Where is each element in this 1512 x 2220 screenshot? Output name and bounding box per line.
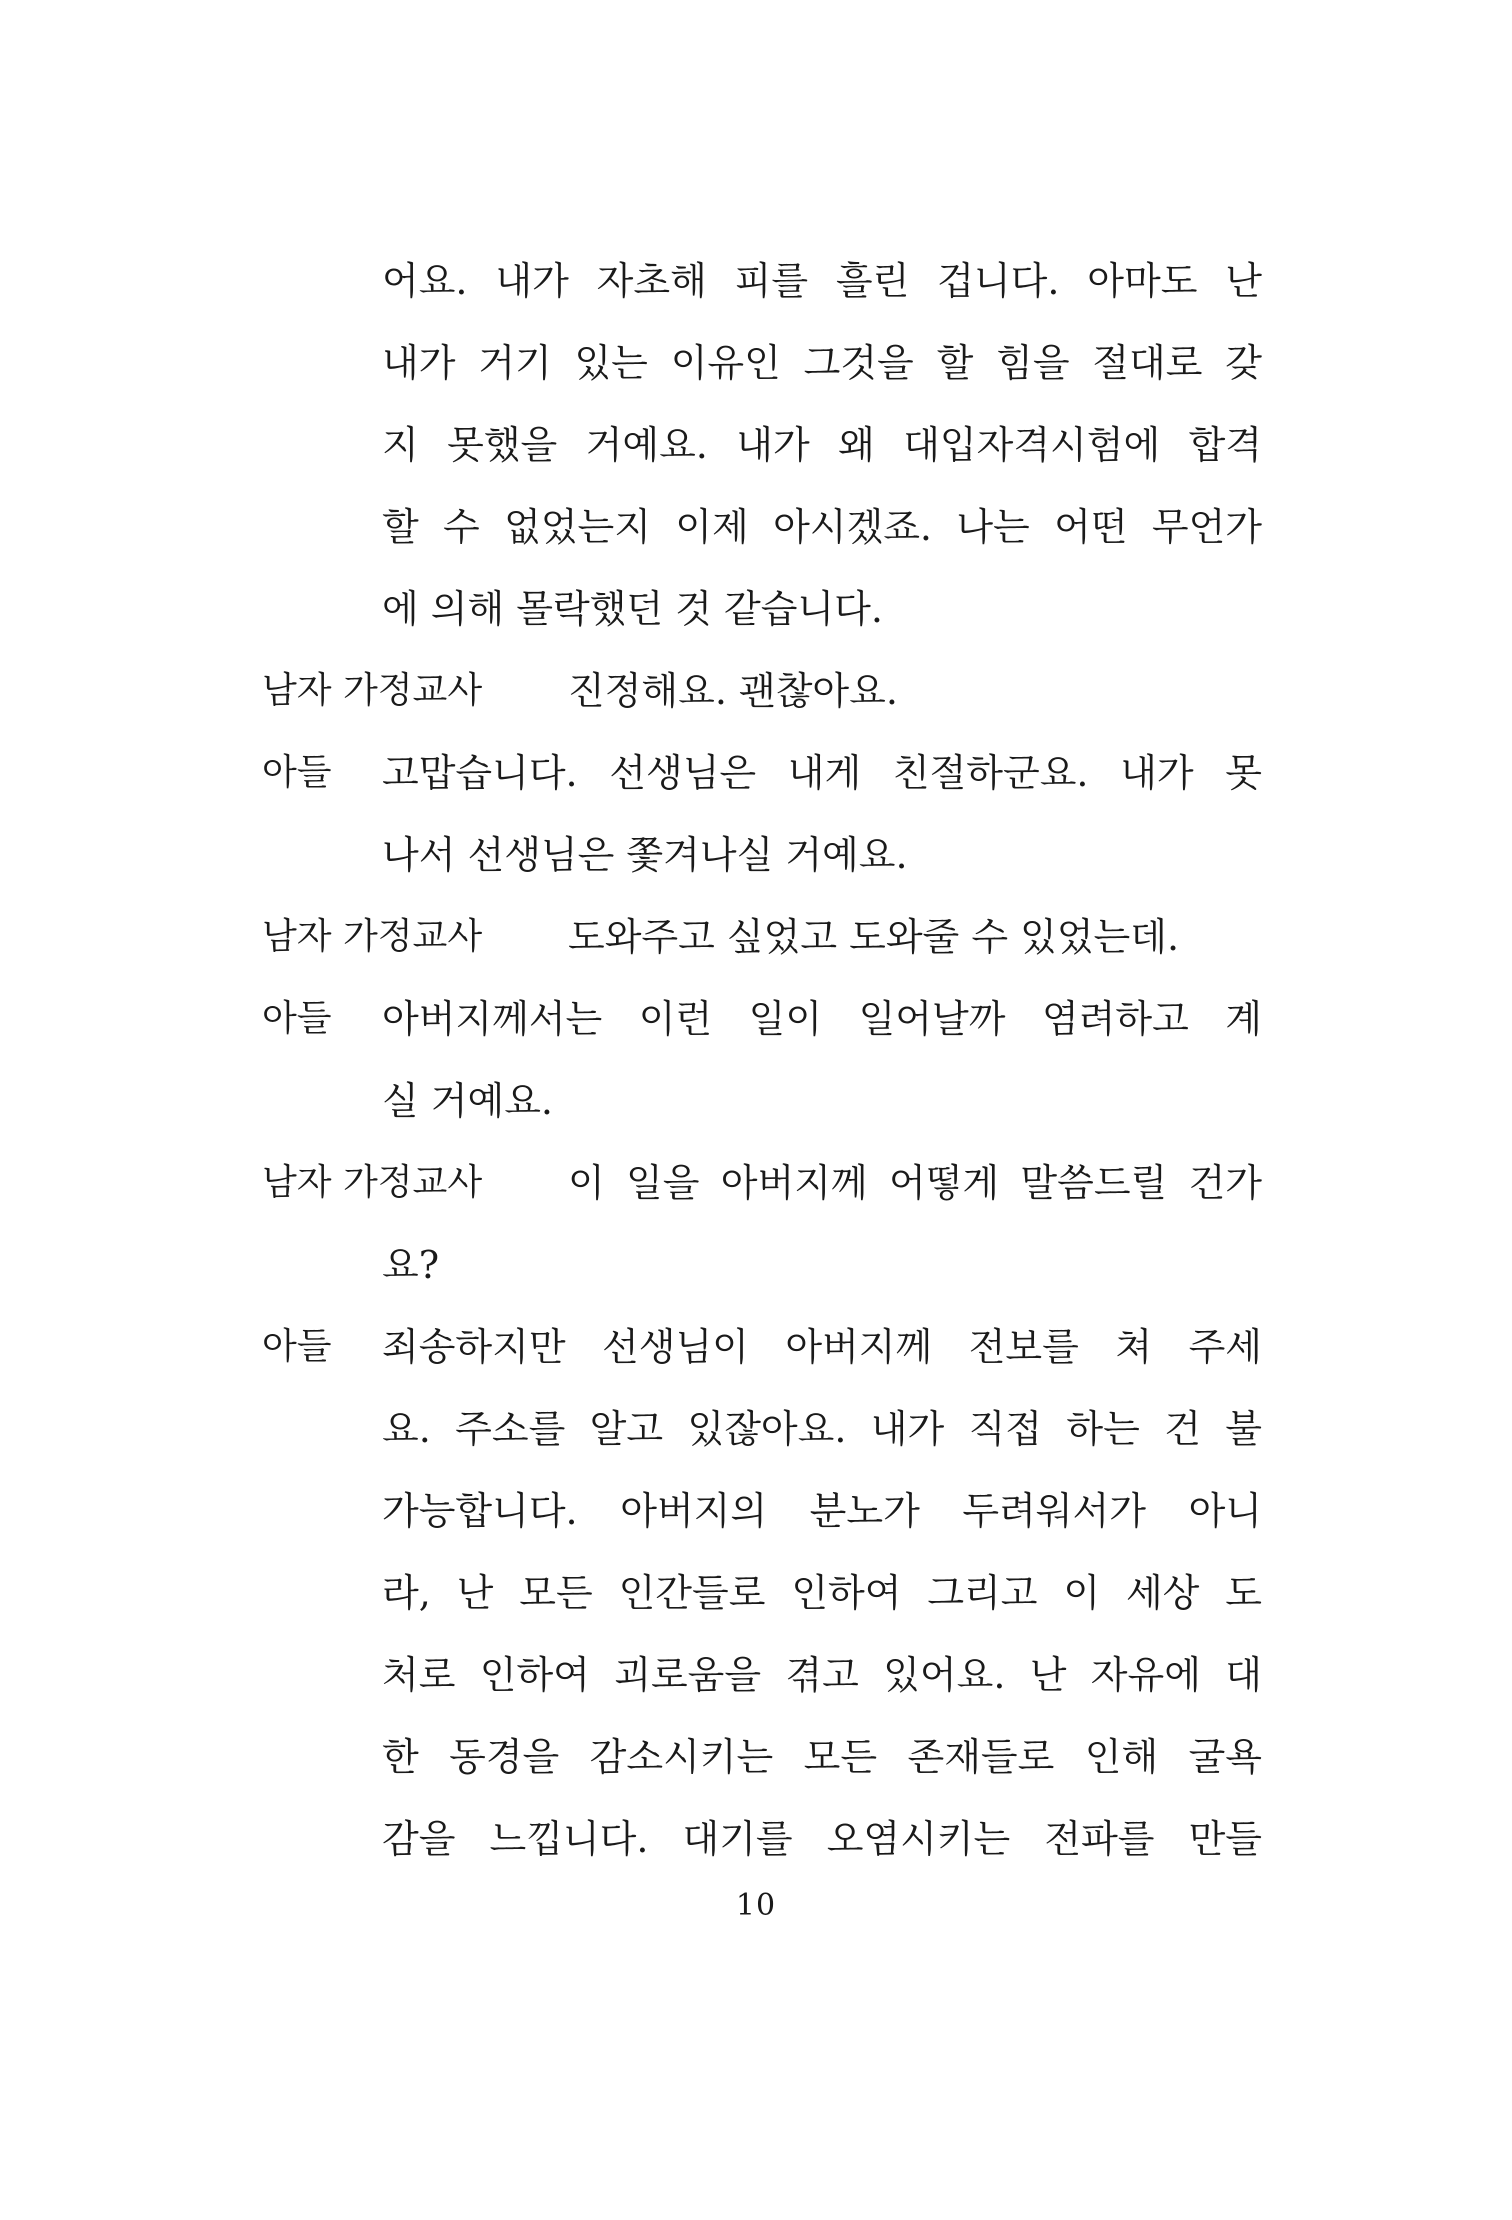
- dialogue-turn: [262, 978, 1262, 1142]
- speech-line: 감을 느낍니다. 대기를 오염시키는 전파를 만들: [382, 1817, 1262, 1861]
- speech-line: 한 동경을 감소시키는 모든 존재들로 인해 굴욕: [382, 1735, 1262, 1779]
- speech-continuation: [262, 240, 1262, 650]
- speech-line: 나서 선생님은 쫓겨나실 거예요.: [382, 833, 908, 877]
- dialogue-turn: [262, 650, 1262, 732]
- speaker-name: 아들: [262, 752, 332, 793]
- speech-line: 이 일을 아버지께 어떻게 말씀드릴 건가: [568, 1161, 1262, 1205]
- speaker-name: 아들: [262, 998, 332, 1039]
- speech-line: 어요. 내가 자초해 피를 흘린 겁니다. 아마도 난: [382, 259, 1262, 303]
- dialogue-turn: [262, 1142, 1262, 1306]
- speaker-name: 남자 가정교사: [262, 916, 483, 957]
- speaker-name: 남자 가정교사: [262, 670, 483, 711]
- speech-line: 도와주고 싶었고 도와줄 수 있었는데.: [568, 915, 1180, 959]
- speech-line: 내가 거기 있는 이유인 그것을 할 힘을 절대로 갖: [382, 341, 1262, 385]
- speech-line: 할 수 없었는지 이제 아시겠죠. 나는 어떤 무언가: [382, 505, 1262, 549]
- speech-line: 요?: [382, 1243, 440, 1287]
- speech-line: 죄송하지만 선생님이 아버지께 전보를 쳐 주세: [382, 1325, 1262, 1369]
- speech-line: 에 의해 몰락했던 것 같습니다.: [382, 587, 883, 631]
- page-number: 10: [735, 1888, 777, 1923]
- speaker-name: 남자 가정교사: [262, 1162, 483, 1203]
- speech-line: 요. 주소를 알고 있잖아요. 내가 직접 하는 건 불: [382, 1407, 1262, 1451]
- speech-line: 가능합니다. 아버지의 분노가 두려워서가 아니: [382, 1489, 1262, 1533]
- speech-line: 라, 난 모든 인간들로 인하여 그리고 이 세상 도: [382, 1571, 1262, 1615]
- speech-line: 진정해요. 괜찮아요.: [568, 669, 898, 713]
- dialogue-turn: [262, 732, 1262, 896]
- dialogue-turn: [262, 896, 1262, 978]
- play-script: [262, 240, 1262, 1880]
- speech-line: 고맙습니다. 선생님은 내게 친절하군요. 내가 못: [382, 751, 1262, 795]
- dialogue-turn: [262, 1306, 1262, 1880]
- speech-line: 실 거예요.: [382, 1079, 553, 1123]
- speech-line: 처로 인하여 괴로움을 겪고 있어요. 난 자유에 대: [382, 1653, 1262, 1697]
- speech-line: 지 못했을 거예요. 내가 왜 대입자격시험에 합격: [382, 423, 1262, 467]
- speaker-name: 아들: [262, 1326, 332, 1367]
- speech-line: 아버지께서는 이런 일이 일어날까 염려하고 계: [382, 997, 1262, 1041]
